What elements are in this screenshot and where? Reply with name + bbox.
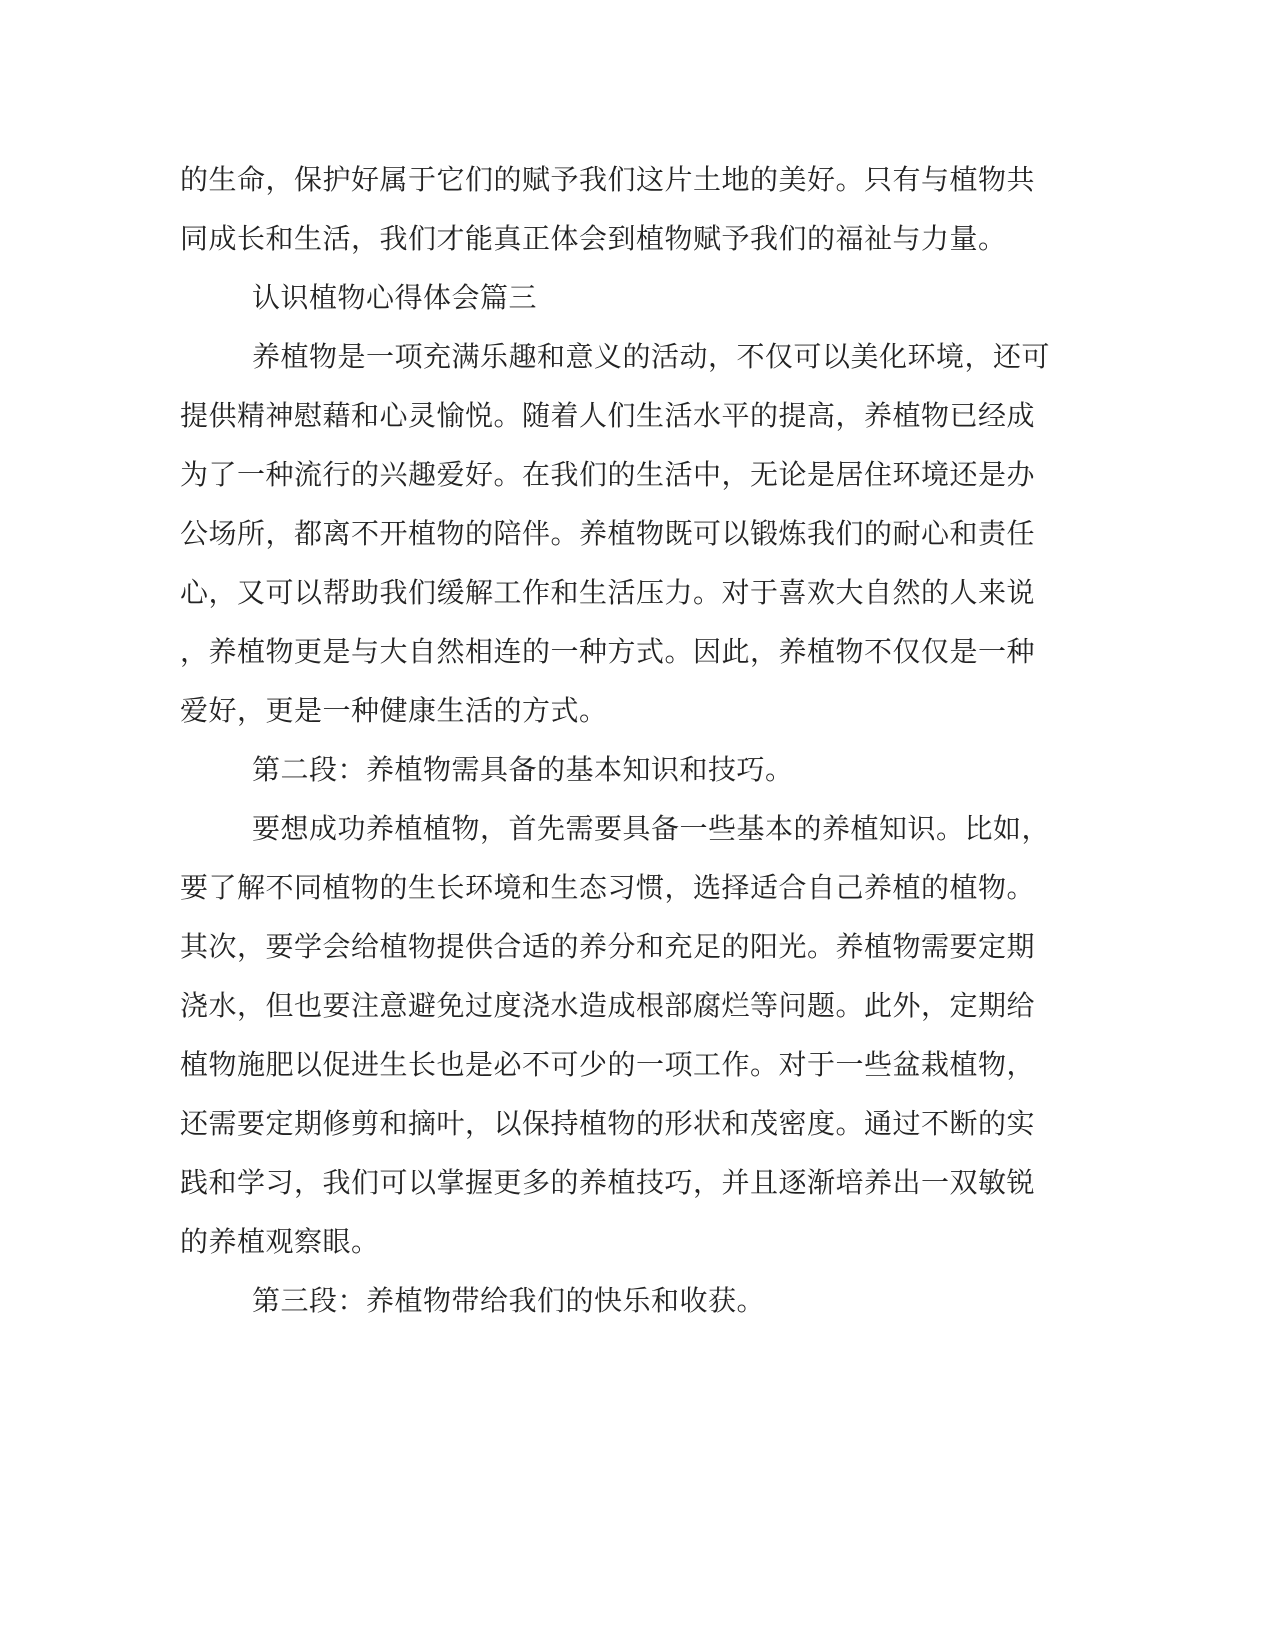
body-text-line: 的养植观察眼。 — [180, 1225, 380, 1258]
body-text-line: 公场所，都离不开植物的陪伴。养植物既可以锻炼我们的耐心和责任 — [180, 517, 1036, 550]
body-text-line: 要了解不同植物的生长环境和生态习惯，选择适合自己养植的植物。 — [180, 871, 1036, 904]
body-text-line: 养植物是一项充满乐趣和意义的活动，不仅可以美化环境，还可 — [252, 340, 1051, 373]
body-text-line: 要想成功养植植物，首先需要具备一些基本的养植知识。比如， — [252, 812, 1051, 845]
paragraph-heading: 第三段：养植物带给我们的快乐和收获。 — [252, 1284, 766, 1317]
body-text-line: 爱好，更是一种健康生活的方式。 — [180, 694, 608, 727]
body-text-line: 浇水，但也要注意避免过度浇水造成根部腐烂等问题。此外，定期给 — [180, 989, 1036, 1022]
body-text-line: 植物施肥以促进生长也是必不可少的一项工作。对于一些盆栽植物， — [180, 1048, 1036, 1081]
body-text-line: 同成长和生活，我们才能真正体会到植物赋予我们的福祉与力量。 — [180, 222, 1007, 255]
body-text-line: 的生命，保护好属于它们的赋予我们这片土地的美好。只有与植物共 — [180, 163, 1036, 196]
body-text-line: 践和学习，我们可以掌握更多的养植技巧，并且逐渐培养出一双敏锐 — [180, 1166, 1036, 1199]
section-heading: 认识植物心得体会篇三 — [252, 281, 538, 314]
body-text-line: ，养植物更是与大自然相连的一种方式。因此，养植物不仅仅是一种 — [180, 635, 1036, 668]
body-text-line: 其次，要学会给植物提供合适的养分和充足的阳光。养植物需要定期 — [180, 930, 1036, 963]
paragraph-heading: 第二段：养植物需具备的基本知识和技巧。 — [252, 753, 794, 786]
body-text-line: 心，又可以帮助我们缓解工作和生活压力。对于喜欢大自然的人来说 — [180, 576, 1036, 609]
body-text-line: 为了一种流行的兴趣爱好。在我们的生活中，无论是居住环境还是办 — [180, 458, 1036, 491]
body-text-line: 提供精神慰藉和心灵愉悦。随着人们生活水平的提高，养植物已经成 — [180, 399, 1036, 432]
body-text-line: 还需要定期修剪和摘叶，以保持植物的形状和茂密度。通过不断的实 — [180, 1107, 1036, 1140]
